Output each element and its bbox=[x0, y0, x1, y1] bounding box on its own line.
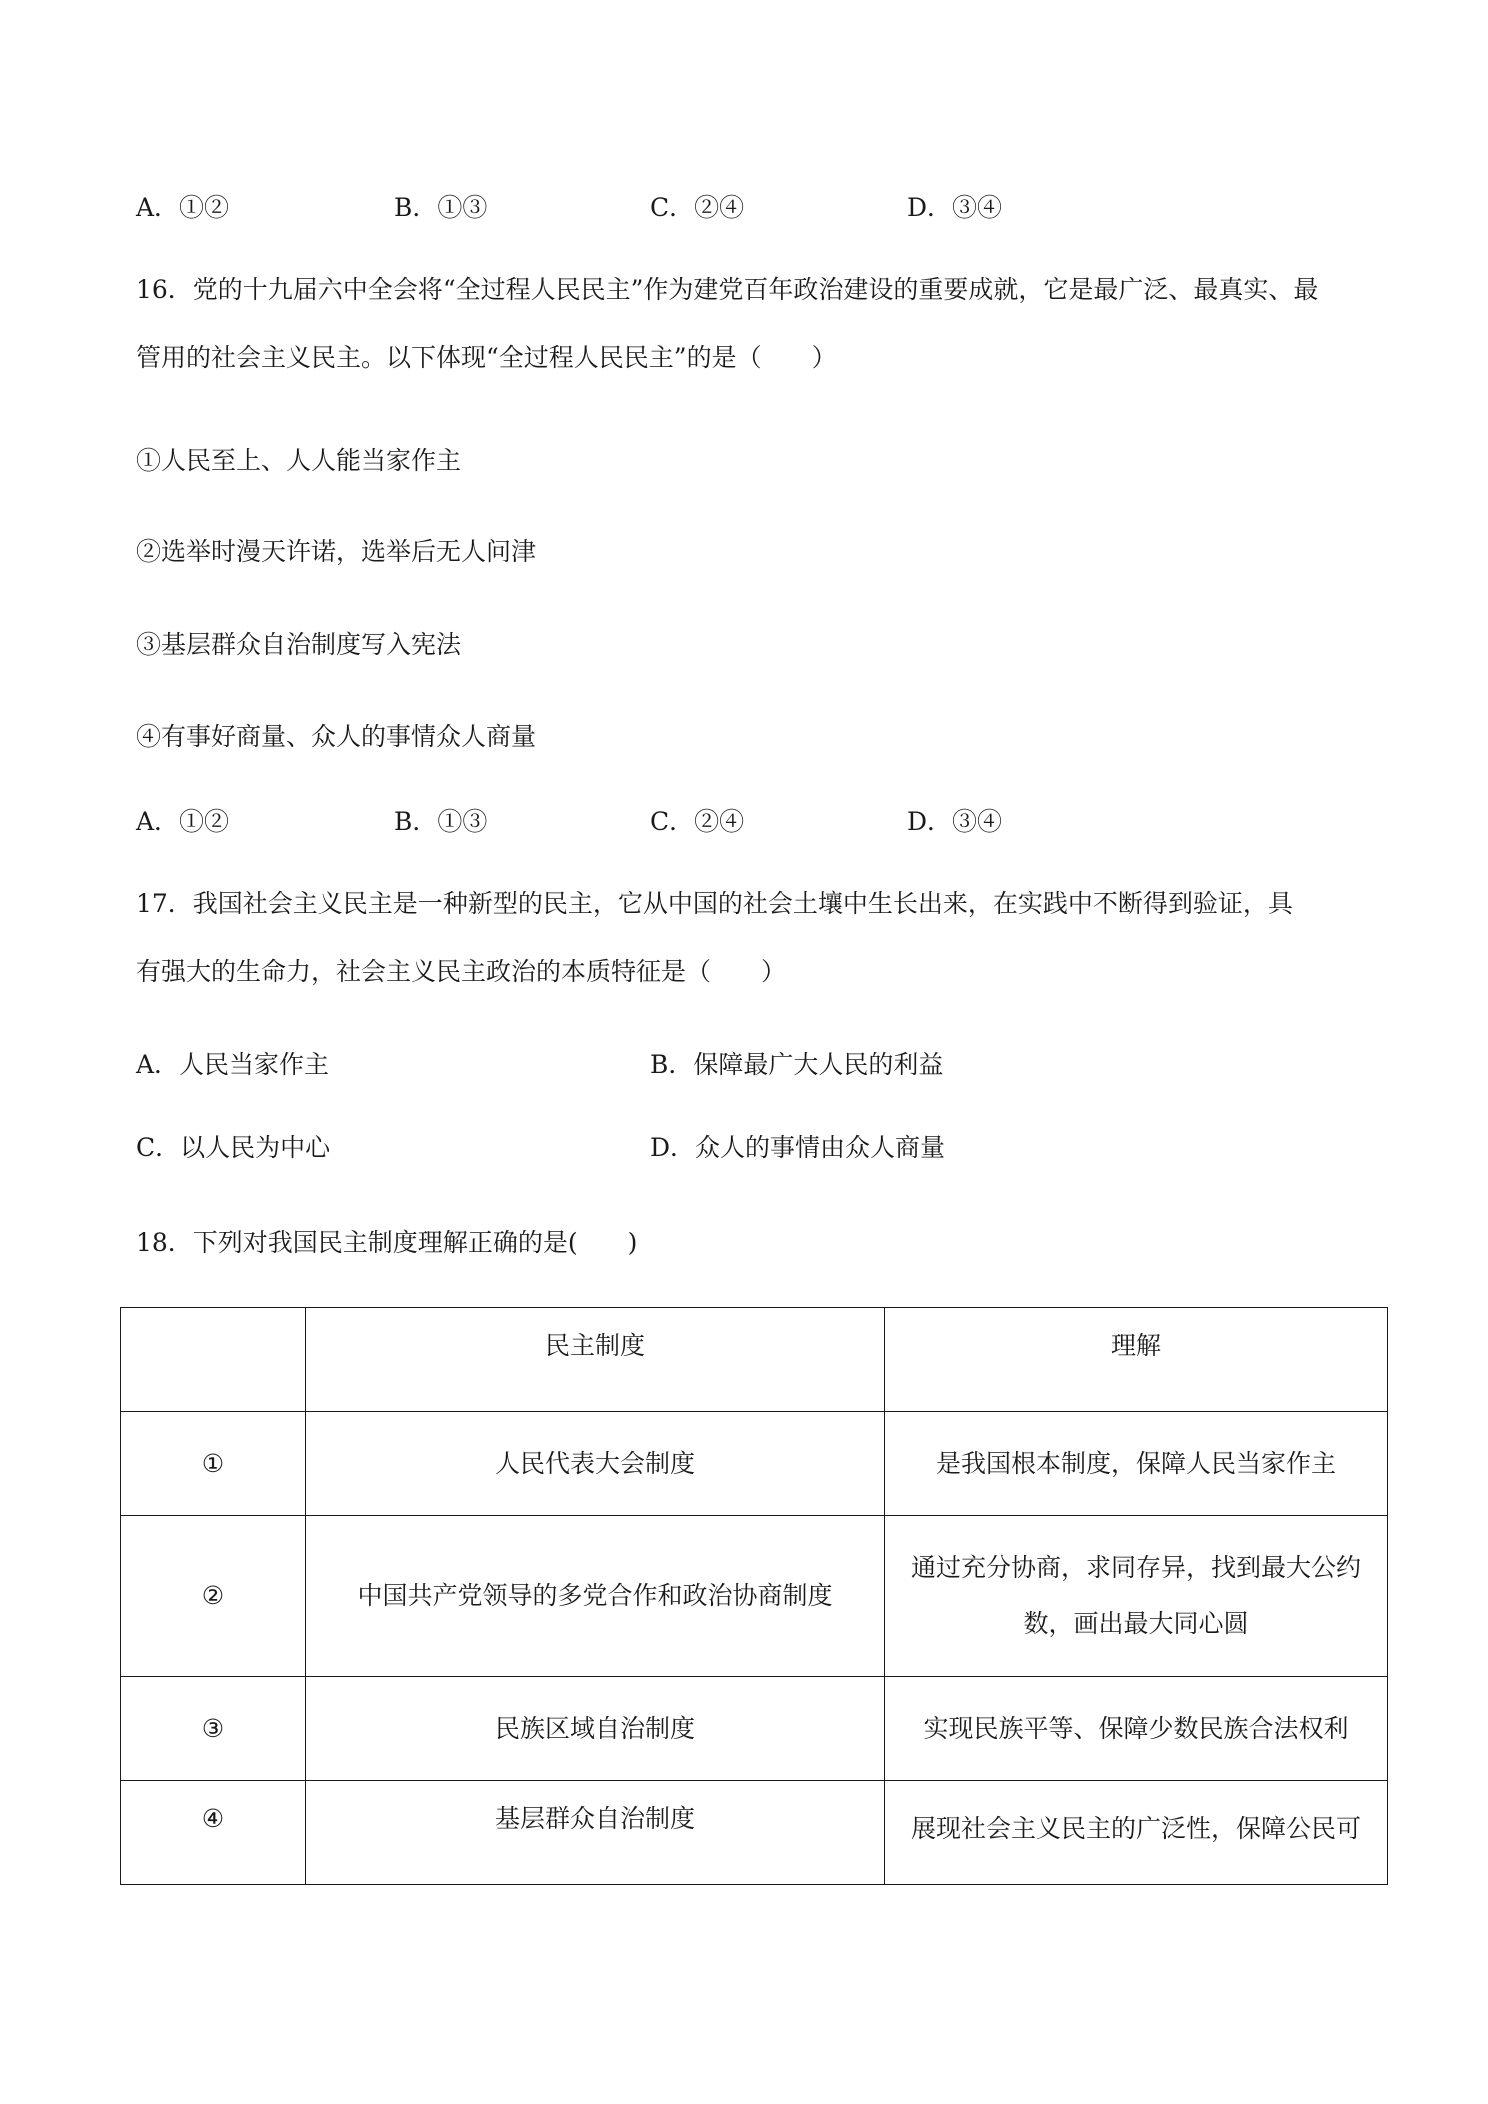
table-cell-num: ④ bbox=[121, 1781, 306, 1885]
table-cell-understanding: 展现社会主义民主的广泛性，保障公民可 bbox=[885, 1781, 1388, 1885]
table-cell-num: ② bbox=[121, 1516, 306, 1677]
q18-comparison-table bbox=[120, 1307, 1388, 1885]
table-cell-understanding: 实现民族平等、保障少数民族合法权利 bbox=[885, 1677, 1388, 1781]
q15-option-a[interactable]: A．①② bbox=[136, 193, 230, 222]
q15-option-c[interactable]: C．②④ bbox=[650, 193, 745, 222]
table-row bbox=[121, 1677, 1388, 1781]
table-cell-num: ① bbox=[121, 1412, 306, 1516]
table-row bbox=[121, 1516, 1388, 1677]
table-header-row bbox=[121, 1308, 1388, 1412]
q16-item-3: ③基层群众自治制度写入宪法 bbox=[136, 630, 462, 659]
q16-option-d[interactable]: D．③④ bbox=[907, 807, 1003, 836]
table-row bbox=[121, 1781, 1388, 1885]
q16-option-c[interactable]: C．②④ bbox=[650, 807, 745, 836]
table-cell-system: 民族区域自治制度 bbox=[306, 1677, 885, 1781]
table-header-empty bbox=[121, 1308, 306, 1412]
q16-option-a[interactable]: A．①② bbox=[136, 807, 230, 836]
q17-option-d[interactable]: D．众人的事情由众人商量 bbox=[650, 1133, 946, 1162]
q17-stem-line2: 有强大的生命力，社会主义民主政治的本质特征是（ ） bbox=[136, 957, 787, 986]
q17-option-a[interactable]: A．人民当家作主 bbox=[136, 1050, 330, 1079]
q15-option-b[interactable]: B．①③ bbox=[394, 193, 488, 222]
q16-stem-line1: 16．党的十九届六中全会将“全过程人民民主”作为建党百年政治建设的重要成就，它是最广泛、最真实、最 bbox=[136, 275, 1319, 304]
table-cell-understanding: 通过充分协商，求同存异，找到最大公约数，画出最大同心圆 bbox=[885, 1516, 1388, 1677]
table-row bbox=[121, 1412, 1388, 1516]
q17-option-c[interactable]: C．以人民为中心 bbox=[136, 1133, 331, 1162]
table-cell-understanding: 是我国根本制度，保障人民当家作主 bbox=[885, 1412, 1388, 1516]
q16-item-2: ②选举时漫天许诺，选举后无人问津 bbox=[136, 537, 537, 566]
q16-item-4: ④有事好商量、众人的事情众人商量 bbox=[136, 722, 537, 751]
table-cell-num: ③ bbox=[121, 1677, 306, 1781]
q18-stem: 18．下列对我国民主制度理解正确的是( ) bbox=[136, 1228, 638, 1257]
q16-stem-line2: 管用的社会主义民主。以下体现“全过程人民民主”的是（ ） bbox=[136, 343, 837, 372]
table-cell-system: 人民代表大会制度 bbox=[306, 1412, 885, 1516]
q16-item-1: ①人民至上、人人能当家作主 bbox=[136, 446, 462, 475]
q17-option-b[interactable]: B．保障最广大人民的利益 bbox=[650, 1050, 944, 1079]
q16-option-b[interactable]: B．①③ bbox=[394, 807, 488, 836]
table-cell-system: 中国共产党领导的多党合作和政治协商制度 bbox=[306, 1516, 885, 1677]
table-header-understanding: 理解 bbox=[885, 1308, 1388, 1412]
table-cell-system: 基层群众自治制度 bbox=[306, 1781, 885, 1885]
table-header-system: 民主制度 bbox=[306, 1308, 885, 1412]
q17-stem-line1: 17．我国社会主义民主是一种新型的民主，它从中国的社会土壤中生长出来，在实践中不断得到验证，具 bbox=[136, 889, 1293, 918]
q15-option-d[interactable]: D．③④ bbox=[907, 193, 1003, 222]
